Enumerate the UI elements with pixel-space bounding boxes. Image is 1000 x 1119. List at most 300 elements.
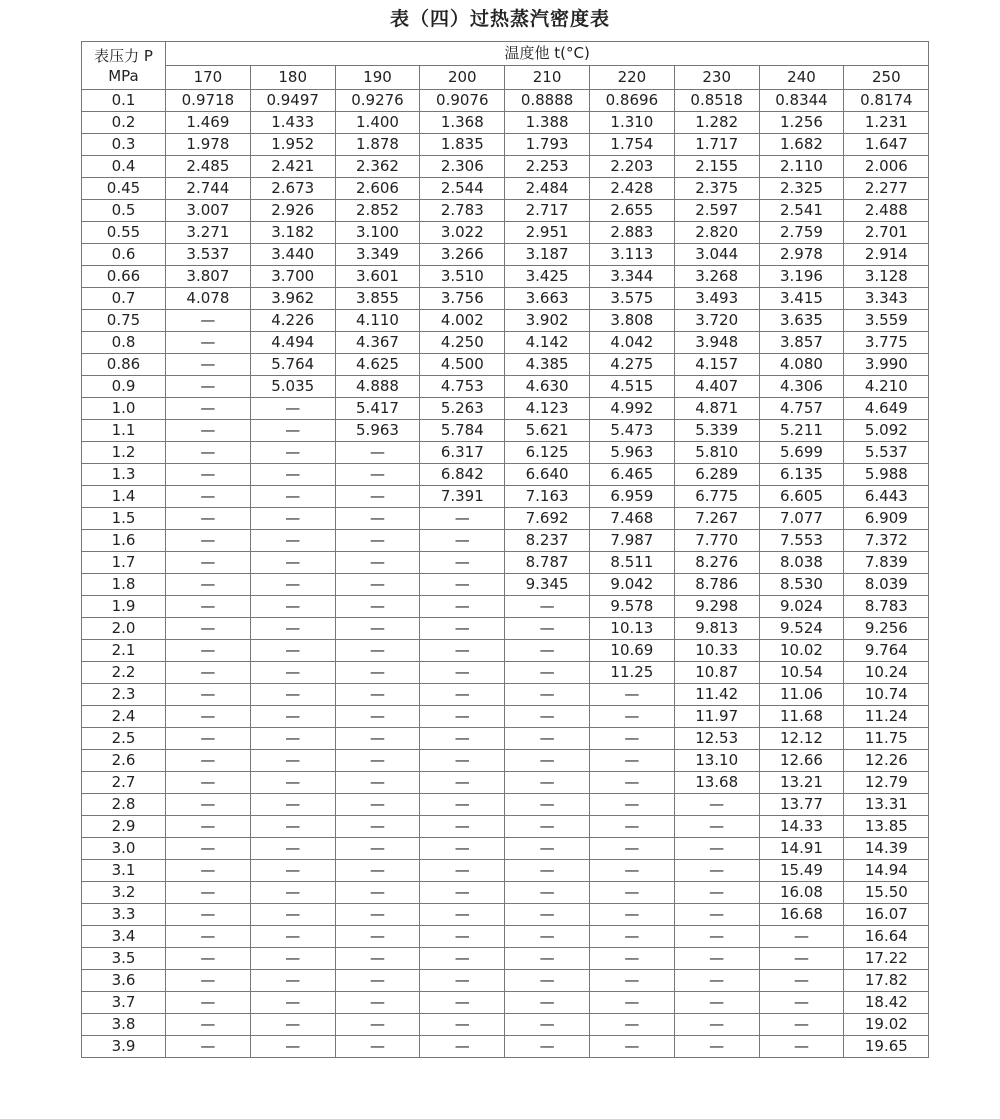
density-cell: 0.8888 bbox=[505, 90, 590, 112]
density-cell: 1.717 bbox=[674, 134, 759, 156]
density-cell: 3.559 bbox=[844, 310, 929, 332]
density-cell: 3.344 bbox=[589, 266, 674, 288]
empty-value-cell: — bbox=[505, 948, 590, 970]
pressure-cell: 0.86 bbox=[82, 354, 166, 376]
empty-value-cell: — bbox=[166, 486, 251, 508]
table-row bbox=[82, 156, 929, 178]
density-cell: 4.515 bbox=[589, 376, 674, 398]
empty-value-cell: — bbox=[166, 992, 251, 1014]
density-cell: 2.544 bbox=[420, 178, 505, 200]
pressure-cell: 0.45 bbox=[82, 178, 166, 200]
pressure-cell: 2.3 bbox=[82, 684, 166, 706]
empty-value-cell: — bbox=[505, 618, 590, 640]
empty-value-cell: — bbox=[505, 750, 590, 772]
empty-value-cell: — bbox=[335, 442, 420, 464]
density-cell: 10.87 bbox=[674, 662, 759, 684]
density-cell: 7.077 bbox=[759, 508, 844, 530]
density-cell: 1.682 bbox=[759, 134, 844, 156]
table-row bbox=[82, 332, 929, 354]
density-cell: 2.375 bbox=[674, 178, 759, 200]
empty-value-cell: — bbox=[250, 640, 335, 662]
density-cell: 6.443 bbox=[844, 486, 929, 508]
pressure-cell: 3.4 bbox=[82, 926, 166, 948]
table-row bbox=[82, 442, 929, 464]
density-cell: 17.22 bbox=[844, 948, 929, 970]
density-cell: 2.203 bbox=[589, 156, 674, 178]
density-cell: 3.855 bbox=[335, 288, 420, 310]
density-cell: 4.306 bbox=[759, 376, 844, 398]
empty-value-cell: — bbox=[420, 948, 505, 970]
density-cell: 8.276 bbox=[674, 552, 759, 574]
density-cell: 0.9076 bbox=[420, 90, 505, 112]
empty-value-cell: — bbox=[420, 772, 505, 794]
empty-value-cell: — bbox=[250, 860, 335, 882]
density-cell: 1.282 bbox=[674, 112, 759, 134]
empty-value-cell: — bbox=[335, 486, 420, 508]
empty-value-cell: — bbox=[589, 882, 674, 904]
density-cell: 9.524 bbox=[759, 618, 844, 640]
empty-value-cell: — bbox=[420, 904, 505, 926]
density-cell: 2.606 bbox=[335, 178, 420, 200]
pressure-cell: 3.7 bbox=[82, 992, 166, 1014]
density-cell: 4.649 bbox=[844, 398, 929, 420]
table-row bbox=[82, 772, 929, 794]
density-cell: 6.289 bbox=[674, 464, 759, 486]
density-cell: 1.256 bbox=[759, 112, 844, 134]
density-cell: 9.578 bbox=[589, 596, 674, 618]
empty-value-cell: — bbox=[166, 838, 251, 860]
density-cell: 11.75 bbox=[844, 728, 929, 750]
density-cell: 11.06 bbox=[759, 684, 844, 706]
density-cell: 1.835 bbox=[420, 134, 505, 156]
empty-value-cell: — bbox=[166, 926, 251, 948]
density-cell: 2.701 bbox=[844, 222, 929, 244]
pressure-cell: 2.4 bbox=[82, 706, 166, 728]
pressure-cell: 3.9 bbox=[82, 1036, 166, 1058]
density-cell: 11.42 bbox=[674, 684, 759, 706]
empty-value-cell: — bbox=[759, 926, 844, 948]
empty-value-cell: — bbox=[250, 706, 335, 728]
empty-value-cell: — bbox=[166, 948, 251, 970]
density-cell: 2.852 bbox=[335, 200, 420, 222]
empty-value-cell: — bbox=[166, 1014, 251, 1036]
temperature-header-cell: 180 bbox=[250, 66, 335, 90]
empty-value-cell: — bbox=[420, 816, 505, 838]
empty-value-cell: — bbox=[335, 596, 420, 618]
density-cell: 7.468 bbox=[589, 508, 674, 530]
empty-value-cell: — bbox=[166, 882, 251, 904]
pressure-cell: 1.5 bbox=[82, 508, 166, 530]
density-cell: 3.510 bbox=[420, 266, 505, 288]
density-cell: 5.417 bbox=[335, 398, 420, 420]
density-cell: 6.605 bbox=[759, 486, 844, 508]
table-body bbox=[82, 90, 929, 1058]
density-cell: 7.391 bbox=[420, 486, 505, 508]
pressure-cell: 0.3 bbox=[82, 134, 166, 156]
empty-value-cell: — bbox=[589, 926, 674, 948]
table-row bbox=[82, 266, 929, 288]
density-cell: 4.753 bbox=[420, 376, 505, 398]
density-cell: 8.511 bbox=[589, 552, 674, 574]
density-cell: 1.754 bbox=[589, 134, 674, 156]
density-cell: 9.813 bbox=[674, 618, 759, 640]
temperature-header-cell: 220 bbox=[589, 66, 674, 90]
empty-value-cell: — bbox=[420, 882, 505, 904]
density-cell: 3.182 bbox=[250, 222, 335, 244]
pressure-cell: 3.8 bbox=[82, 1014, 166, 1036]
table-row bbox=[82, 640, 929, 662]
density-cell: 7.553 bbox=[759, 530, 844, 552]
pressure-cell: 1.6 bbox=[82, 530, 166, 552]
density-cell: 18.42 bbox=[844, 992, 929, 1014]
density-cell: 3.635 bbox=[759, 310, 844, 332]
density-cell: 3.601 bbox=[335, 266, 420, 288]
empty-value-cell: — bbox=[335, 662, 420, 684]
density-cell: 13.31 bbox=[844, 794, 929, 816]
empty-value-cell: — bbox=[420, 618, 505, 640]
density-cell: 2.655 bbox=[589, 200, 674, 222]
density-cell: 2.277 bbox=[844, 178, 929, 200]
table-row bbox=[82, 398, 929, 420]
steam-density-table bbox=[81, 41, 929, 1058]
empty-value-cell: — bbox=[759, 992, 844, 1014]
table-row bbox=[82, 1036, 929, 1058]
temperature-header-cell: 240 bbox=[759, 66, 844, 90]
density-cell: 10.02 bbox=[759, 640, 844, 662]
empty-value-cell: — bbox=[420, 838, 505, 860]
density-cell: 1.952 bbox=[250, 134, 335, 156]
density-cell: 2.978 bbox=[759, 244, 844, 266]
density-cell: 4.078 bbox=[166, 288, 251, 310]
pressure-cell: 1.0 bbox=[82, 398, 166, 420]
empty-value-cell: — bbox=[674, 860, 759, 882]
temperature-header-cell: 170 bbox=[166, 66, 251, 90]
empty-value-cell: — bbox=[674, 816, 759, 838]
empty-value-cell: — bbox=[759, 948, 844, 970]
density-cell: 4.157 bbox=[674, 354, 759, 376]
empty-value-cell: — bbox=[335, 1036, 420, 1058]
pressure-cell: 3.2 bbox=[82, 882, 166, 904]
pressure-cell: 2.1 bbox=[82, 640, 166, 662]
empty-value-cell: — bbox=[420, 596, 505, 618]
empty-value-cell: — bbox=[250, 1014, 335, 1036]
density-cell: 1.647 bbox=[844, 134, 929, 156]
density-cell: 9.298 bbox=[674, 596, 759, 618]
empty-value-cell: — bbox=[335, 860, 420, 882]
empty-value-cell: — bbox=[335, 816, 420, 838]
density-cell: 11.68 bbox=[759, 706, 844, 728]
density-cell: 2.951 bbox=[505, 222, 590, 244]
table-row bbox=[82, 200, 929, 222]
density-cell: 5.784 bbox=[420, 420, 505, 442]
empty-value-cell: — bbox=[589, 970, 674, 992]
empty-value-cell: — bbox=[589, 816, 674, 838]
empty-value-cell: — bbox=[166, 1036, 251, 1058]
density-cell: 16.64 bbox=[844, 926, 929, 948]
density-cell: 2.484 bbox=[505, 178, 590, 200]
empty-value-cell: — bbox=[589, 684, 674, 706]
density-cell: 13.10 bbox=[674, 750, 759, 772]
empty-value-cell: — bbox=[505, 816, 590, 838]
empty-value-cell: — bbox=[674, 992, 759, 1014]
density-cell: 2.325 bbox=[759, 178, 844, 200]
density-cell: 4.992 bbox=[589, 398, 674, 420]
density-cell: 19.65 bbox=[844, 1036, 929, 1058]
empty-value-cell: — bbox=[166, 442, 251, 464]
pressure-cell: 2.5 bbox=[82, 728, 166, 750]
table-row bbox=[82, 926, 929, 948]
empty-value-cell: — bbox=[420, 508, 505, 530]
density-cell: 9.024 bbox=[759, 596, 844, 618]
density-cell: 15.49 bbox=[759, 860, 844, 882]
table-row bbox=[82, 882, 929, 904]
table-row bbox=[82, 618, 929, 640]
empty-value-cell: — bbox=[589, 992, 674, 1014]
empty-value-cell: — bbox=[166, 794, 251, 816]
empty-value-cell: — bbox=[589, 794, 674, 816]
empty-value-cell: — bbox=[335, 618, 420, 640]
density-cell: 3.187 bbox=[505, 244, 590, 266]
empty-value-cell: — bbox=[589, 860, 674, 882]
table-row bbox=[82, 376, 929, 398]
density-cell: 0.9276 bbox=[335, 90, 420, 112]
empty-value-cell: — bbox=[335, 684, 420, 706]
empty-value-cell: — bbox=[166, 904, 251, 926]
density-cell: 3.493 bbox=[674, 288, 759, 310]
pressure-cell: 2.6 bbox=[82, 750, 166, 772]
pressure-cell: 0.66 bbox=[82, 266, 166, 288]
empty-value-cell: — bbox=[250, 882, 335, 904]
empty-value-cell: — bbox=[674, 948, 759, 970]
table-row bbox=[82, 838, 929, 860]
empty-value-cell: — bbox=[166, 816, 251, 838]
density-cell: 2.759 bbox=[759, 222, 844, 244]
density-cell: 8.038 bbox=[759, 552, 844, 574]
density-cell: 6.775 bbox=[674, 486, 759, 508]
density-cell: 14.94 bbox=[844, 860, 929, 882]
table-row bbox=[82, 904, 929, 926]
empty-value-cell: — bbox=[589, 1014, 674, 1036]
empty-value-cell: — bbox=[250, 816, 335, 838]
density-cell: 10.13 bbox=[589, 618, 674, 640]
density-cell: 4.080 bbox=[759, 354, 844, 376]
empty-value-cell: — bbox=[250, 1036, 335, 1058]
density-cell: 2.597 bbox=[674, 200, 759, 222]
empty-value-cell: — bbox=[250, 948, 335, 970]
empty-value-cell: — bbox=[250, 552, 335, 574]
density-cell: 14.33 bbox=[759, 816, 844, 838]
empty-value-cell: — bbox=[250, 684, 335, 706]
density-cell: 3.440 bbox=[250, 244, 335, 266]
empty-value-cell: — bbox=[420, 970, 505, 992]
empty-value-cell: — bbox=[589, 904, 674, 926]
density-cell: 3.775 bbox=[844, 332, 929, 354]
table-row bbox=[82, 596, 929, 618]
pressure-cell: 1.9 bbox=[82, 596, 166, 618]
density-cell: 5.211 bbox=[759, 420, 844, 442]
empty-value-cell: — bbox=[674, 926, 759, 948]
density-cell: 6.959 bbox=[589, 486, 674, 508]
density-cell: 8.783 bbox=[844, 596, 929, 618]
density-cell: 0.9497 bbox=[250, 90, 335, 112]
empty-value-cell: — bbox=[335, 706, 420, 728]
density-cell: 11.24 bbox=[844, 706, 929, 728]
density-cell: 7.987 bbox=[589, 530, 674, 552]
density-cell: 4.367 bbox=[335, 332, 420, 354]
density-cell: 4.888 bbox=[335, 376, 420, 398]
empty-value-cell: — bbox=[505, 926, 590, 948]
density-cell: 3.349 bbox=[335, 244, 420, 266]
empty-value-cell: — bbox=[505, 596, 590, 618]
density-cell: 19.02 bbox=[844, 1014, 929, 1036]
empty-value-cell: — bbox=[166, 552, 251, 574]
table-row bbox=[82, 706, 929, 728]
table-row bbox=[82, 178, 929, 200]
density-cell: 10.24 bbox=[844, 662, 929, 684]
empty-value-cell: — bbox=[335, 772, 420, 794]
density-cell: 9.042 bbox=[589, 574, 674, 596]
table-row bbox=[82, 90, 929, 112]
density-cell: 1.310 bbox=[589, 112, 674, 134]
empty-value-cell: — bbox=[589, 706, 674, 728]
pressure-cell: 3.1 bbox=[82, 860, 166, 882]
empty-value-cell: — bbox=[335, 508, 420, 530]
density-cell: 3.022 bbox=[420, 222, 505, 244]
empty-value-cell: — bbox=[335, 904, 420, 926]
empty-value-cell: — bbox=[505, 662, 590, 684]
empty-value-cell: — bbox=[335, 838, 420, 860]
table-row bbox=[82, 310, 929, 332]
density-cell: 17.82 bbox=[844, 970, 929, 992]
pressure-cell: 0.9 bbox=[82, 376, 166, 398]
empty-value-cell: — bbox=[420, 926, 505, 948]
density-cell: 10.33 bbox=[674, 640, 759, 662]
empty-value-cell: — bbox=[166, 310, 251, 332]
density-cell: 14.91 bbox=[759, 838, 844, 860]
empty-value-cell: — bbox=[250, 464, 335, 486]
empty-value-cell: — bbox=[250, 794, 335, 816]
density-cell: 6.909 bbox=[844, 508, 929, 530]
pressure-cell: 1.7 bbox=[82, 552, 166, 574]
density-cell: 6.317 bbox=[420, 442, 505, 464]
pressure-cell: 3.3 bbox=[82, 904, 166, 926]
empty-value-cell: — bbox=[335, 552, 420, 574]
density-cell: 4.871 bbox=[674, 398, 759, 420]
empty-value-cell: — bbox=[250, 992, 335, 1014]
empty-value-cell: — bbox=[335, 750, 420, 772]
density-cell: 11.97 bbox=[674, 706, 759, 728]
density-cell: 3.537 bbox=[166, 244, 251, 266]
density-cell: 5.537 bbox=[844, 442, 929, 464]
empty-value-cell: — bbox=[420, 1014, 505, 1036]
empty-value-cell: — bbox=[674, 794, 759, 816]
density-cell: 3.700 bbox=[250, 266, 335, 288]
empty-value-cell: — bbox=[250, 926, 335, 948]
temperature-row bbox=[82, 66, 929, 90]
density-cell: 3.720 bbox=[674, 310, 759, 332]
empty-value-cell: — bbox=[505, 882, 590, 904]
empty-value-cell: — bbox=[166, 508, 251, 530]
density-cell: 2.253 bbox=[505, 156, 590, 178]
pressure-cell: 2.8 bbox=[82, 794, 166, 816]
empty-value-cell: — bbox=[335, 882, 420, 904]
empty-value-cell: — bbox=[674, 1036, 759, 1058]
table-row bbox=[82, 288, 929, 310]
empty-value-cell: — bbox=[166, 860, 251, 882]
pressure-cell: 2.9 bbox=[82, 816, 166, 838]
density-cell: 3.990 bbox=[844, 354, 929, 376]
empty-value-cell: — bbox=[420, 794, 505, 816]
pressure-cell: 3.0 bbox=[82, 838, 166, 860]
density-cell: 10.69 bbox=[589, 640, 674, 662]
density-cell: 2.428 bbox=[589, 178, 674, 200]
density-cell: 4.625 bbox=[335, 354, 420, 376]
density-cell: 8.530 bbox=[759, 574, 844, 596]
density-cell: 4.002 bbox=[420, 310, 505, 332]
density-cell: 13.85 bbox=[844, 816, 929, 838]
temperature-header: 温度他 t(°C) bbox=[166, 42, 929, 66]
density-cell: 5.963 bbox=[589, 442, 674, 464]
density-cell: 4.407 bbox=[674, 376, 759, 398]
density-cell: 3.268 bbox=[674, 266, 759, 288]
empty-value-cell: — bbox=[166, 640, 251, 662]
density-cell: 5.092 bbox=[844, 420, 929, 442]
density-cell: 2.421 bbox=[250, 156, 335, 178]
empty-value-cell: — bbox=[250, 750, 335, 772]
temperature-header-cell: 230 bbox=[674, 66, 759, 90]
density-cell: 10.74 bbox=[844, 684, 929, 706]
density-cell: 0.8174 bbox=[844, 90, 929, 112]
empty-value-cell: — bbox=[335, 970, 420, 992]
density-cell: 3.271 bbox=[166, 222, 251, 244]
density-cell: 5.035 bbox=[250, 376, 335, 398]
pressure-cell: 1.8 bbox=[82, 574, 166, 596]
density-cell: 16.08 bbox=[759, 882, 844, 904]
density-cell: 5.699 bbox=[759, 442, 844, 464]
empty-value-cell: — bbox=[335, 1014, 420, 1036]
density-cell: 4.110 bbox=[335, 310, 420, 332]
density-cell: 2.006 bbox=[844, 156, 929, 178]
density-cell: 5.963 bbox=[335, 420, 420, 442]
density-cell: 2.306 bbox=[420, 156, 505, 178]
pressure-cell: 1.1 bbox=[82, 420, 166, 442]
empty-value-cell: — bbox=[589, 948, 674, 970]
pressure-cell: 2.2 bbox=[82, 662, 166, 684]
pressure-cell: 1.2 bbox=[82, 442, 166, 464]
density-cell: 3.266 bbox=[420, 244, 505, 266]
empty-value-cell: — bbox=[250, 728, 335, 750]
density-cell: 3.100 bbox=[335, 222, 420, 244]
pressure-cell: 3.5 bbox=[82, 948, 166, 970]
empty-value-cell: — bbox=[420, 992, 505, 1014]
density-cell: 8.787 bbox=[505, 552, 590, 574]
density-cell: 6.135 bbox=[759, 464, 844, 486]
density-cell: 1.469 bbox=[166, 112, 251, 134]
empty-value-cell: — bbox=[505, 838, 590, 860]
density-cell: 9.256 bbox=[844, 618, 929, 640]
density-cell: 5.473 bbox=[589, 420, 674, 442]
empty-value-cell: — bbox=[420, 1036, 505, 1058]
density-cell: 3.962 bbox=[250, 288, 335, 310]
pressure-cell: 2.7 bbox=[82, 772, 166, 794]
empty-value-cell: — bbox=[166, 618, 251, 640]
empty-value-cell: — bbox=[250, 662, 335, 684]
density-cell: 6.640 bbox=[505, 464, 590, 486]
density-cell: 16.07 bbox=[844, 904, 929, 926]
empty-value-cell: — bbox=[166, 574, 251, 596]
density-cell: 2.717 bbox=[505, 200, 590, 222]
temperature-header-cell: 250 bbox=[844, 66, 929, 90]
